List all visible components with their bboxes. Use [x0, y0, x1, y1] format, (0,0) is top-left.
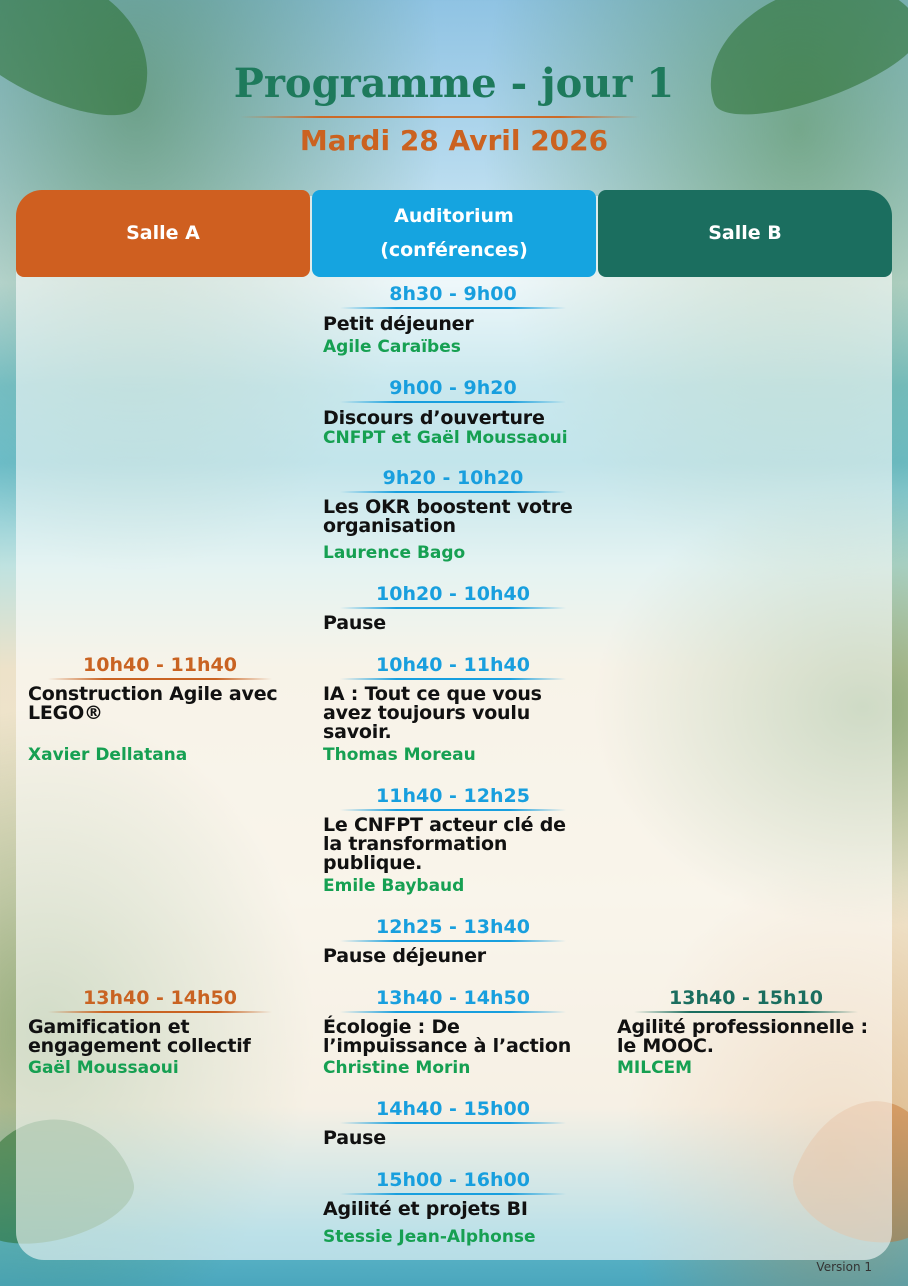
session-speaker: CNFPT et Gaël Moussaoui [323, 428, 568, 448]
session-title-line: la transformation [323, 833, 508, 855]
session-title-line: savoir. [323, 721, 392, 743]
session-title-line: Gamification et [28, 1016, 190, 1038]
session-speaker: MILCEM [617, 1058, 693, 1078]
session-time: 8h30 - 9h00 [340, 283, 566, 305]
session-title-line: engagement collectif [28, 1035, 251, 1057]
session-time: 13h40 - 14h50 [48, 987, 272, 1009]
page-title: Programme - jour 1 [233, 60, 675, 107]
session-title: Petit déjeuner [323, 313, 474, 335]
session-speaker: Christine Morin [323, 1058, 471, 1078]
session-title-line: Le CNFPT acteur clé de [323, 814, 566, 836]
session-time: 13h40 - 14h50 [340, 987, 566, 1009]
session-speaker: Thomas Moreau [323, 745, 476, 765]
session-time: 9h00 - 9h20 [340, 377, 566, 399]
session-title: Agilité et projets BI [323, 1198, 528, 1220]
version-label: Version 1 [816, 1260, 872, 1274]
session-time: 13h40 - 15h10 [634, 987, 858, 1009]
session-speaker: Stessie Jean-Alphonse [323, 1227, 536, 1247]
session-speaker: Laurence Bago [323, 543, 466, 563]
session-title-line: Agilité professionnelle : [617, 1016, 868, 1038]
session-speaker: Xavier Dellatana [28, 745, 188, 765]
page-date: Mardi 28 Avril 2026 [299, 124, 609, 157]
session-title: Pause [323, 1127, 386, 1149]
session-time: 9h20 - 10h20 [340, 467, 566, 489]
session-title-line: Les OKR boostent votre [323, 496, 573, 518]
session-speaker: Agile Caraïbes [323, 337, 461, 357]
column-header-label: Auditorium [394, 205, 514, 228]
session-title-line: LEGO® [28, 702, 103, 724]
session-time: 15h00 - 16h00 [340, 1169, 566, 1191]
session-title-line: IA : Tout ce que vous [323, 683, 542, 705]
column-header-label: Salle A [126, 221, 200, 244]
title-divider [240, 116, 640, 118]
column-header-salle-b [598, 190, 892, 277]
session-time: 12h25 - 13h40 [340, 916, 566, 938]
column-header-auditorium [312, 190, 596, 277]
column-header-label: Salle B [708, 221, 782, 244]
session-title-line: Écologie : De [323, 1016, 460, 1038]
column-header-salle-a [16, 190, 310, 277]
session-title-line: le MOOC. [617, 1035, 714, 1057]
session-time: 10h20 - 10h40 [340, 583, 566, 605]
session-speaker: Gaël Moussaoui [28, 1058, 179, 1078]
session-title-line: l’impuissance à l’action [323, 1035, 572, 1057]
session-speaker: Emile Baybaud [323, 876, 465, 896]
session-time: 11h40 - 12h25 [340, 785, 566, 807]
session-title-line: publique. [323, 852, 423, 874]
session-title: Pause [323, 612, 386, 634]
session-title-line: avez toujours voulu [323, 702, 531, 724]
session-title-line: Construction Agile avec [28, 683, 278, 705]
column-header-sublabel: (conférences) [380, 238, 528, 261]
session-time: 10h40 - 11h40 [48, 654, 272, 676]
session-title: Pause déjeuner [323, 945, 486, 967]
session-time: 10h40 - 11h40 [340, 654, 566, 676]
session-title-line: organisation [323, 515, 456, 537]
session-title: Discours d’ouverture [323, 407, 545, 429]
session-time: 14h40 - 15h00 [340, 1098, 566, 1120]
